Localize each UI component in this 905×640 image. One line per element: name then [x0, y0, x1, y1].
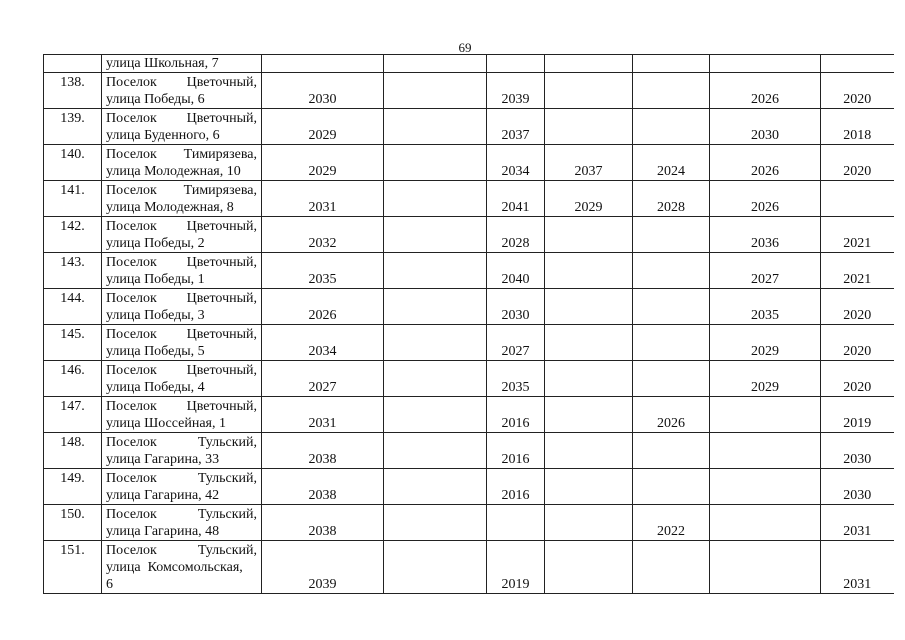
cell-year — [710, 397, 821, 433]
settlement-type: Поселок — [106, 471, 157, 486]
year-value: 2035 — [308, 272, 337, 287]
year-value: 2020 — [843, 164, 872, 179]
cell-year — [262, 109, 384, 145]
cell-year — [710, 217, 821, 253]
address-line-settlement — [106, 506, 257, 523]
address-line-street: улица Победы, 1 — [106, 272, 205, 287]
address-line-settlement — [106, 434, 257, 451]
settlement-type: Поселок — [106, 111, 157, 126]
cell-address — [102, 433, 262, 469]
cell-number: 141. — [44, 181, 102, 217]
cell-year — [633, 109, 710, 145]
cell-year — [710, 73, 821, 109]
cell-year — [821, 325, 894, 361]
cell-number: 142. — [44, 217, 102, 253]
year-value: 2030 — [843, 452, 872, 467]
year-value: 2028 — [657, 200, 685, 215]
cell-year — [710, 541, 821, 594]
year-value: 2027 — [308, 380, 337, 395]
year-value: 2019 — [501, 577, 530, 592]
year-value: 2018 — [843, 128, 872, 143]
year-value: 2038 — [308, 524, 337, 539]
cell-address — [102, 325, 262, 361]
cell-year — [545, 361, 633, 397]
cell-address — [102, 289, 262, 325]
year-value: 2029 — [751, 380, 779, 395]
cell-year — [262, 397, 384, 433]
cell-year — [384, 289, 487, 325]
cell-year — [262, 325, 384, 361]
cell-year — [633, 325, 710, 361]
cell-address — [102, 253, 262, 289]
cell-address — [102, 469, 262, 505]
cell-value — [821, 55, 894, 73]
year-value: 2027 — [751, 272, 779, 287]
cell-year — [487, 433, 545, 469]
settlement-type: Поселок — [106, 399, 157, 414]
cell-number: 149. — [44, 469, 102, 505]
address-line-street: улица Победы, 3 — [106, 308, 205, 323]
cell-year — [545, 253, 633, 289]
table-row — [44, 469, 894, 505]
cell-year — [821, 109, 894, 145]
cell-year — [545, 433, 633, 469]
cell-year — [710, 289, 821, 325]
year-value: 2034 — [501, 164, 530, 179]
year-value: 2029 — [751, 344, 779, 359]
settlement-name: Цветочный, — [186, 219, 257, 234]
cell-address — [102, 181, 262, 217]
cell-value — [545, 55, 633, 73]
year-value: 2038 — [308, 488, 337, 503]
address-line-settlement — [106, 74, 257, 91]
year-value: 2031 — [308, 200, 337, 215]
settlement-type: Поселок — [106, 183, 157, 198]
cell-year — [821, 253, 894, 289]
settlement-name: Цветочный, — [186, 363, 257, 378]
table-row — [44, 541, 894, 594]
year-value: 2019 — [843, 416, 872, 431]
cell-year — [262, 73, 384, 109]
cell-year — [487, 505, 545, 541]
cell-number: 146. — [44, 361, 102, 397]
cell-number: 138. — [44, 73, 102, 109]
address-line-street: улица Гагарина, 33 — [106, 452, 220, 467]
cell-year — [821, 217, 894, 253]
cell-year — [384, 145, 487, 181]
cell-year — [487, 397, 545, 433]
cell-year — [384, 361, 487, 397]
year-value: 2035 — [501, 380, 530, 395]
year-value: 2030 — [308, 92, 337, 107]
cell-year — [821, 73, 894, 109]
cell-year — [633, 217, 710, 253]
address-line-street: улица Победы, 2 — [106, 236, 205, 251]
cell-address — [102, 73, 262, 109]
cell-number: 151. — [44, 541, 102, 594]
year-value: 2016 — [501, 416, 530, 431]
address-line-settlement — [106, 218, 257, 235]
cell-year — [633, 469, 710, 505]
table-row — [44, 217, 894, 253]
year-value: 2029 — [574, 200, 603, 215]
settlement-type: Поселок — [106, 507, 157, 522]
cell-year — [262, 469, 384, 505]
cell-address — [102, 541, 262, 594]
year-value: 2021 — [843, 272, 872, 287]
cell-year — [384, 505, 487, 541]
address-line-settlement — [106, 254, 257, 271]
settlement-name: Тимирязева, — [183, 147, 257, 162]
year-value: 2039 — [308, 577, 337, 592]
document-table — [43, 54, 894, 594]
cell-year — [262, 433, 384, 469]
cell-year — [487, 145, 545, 181]
settlement-name: Тимирязева, — [183, 183, 257, 198]
cell-year — [545, 217, 633, 253]
cell-year — [710, 109, 821, 145]
table-row — [44, 433, 894, 469]
year-value: 2031 — [308, 416, 337, 431]
cell-year — [821, 289, 894, 325]
year-value: 2039 — [501, 92, 530, 107]
table-row — [44, 325, 894, 361]
settlement-name: Цветочный, — [186, 399, 257, 414]
settlement-name: Цветочный, — [186, 111, 257, 126]
cell-year — [821, 145, 894, 181]
cell-year — [633, 289, 710, 325]
cell-value — [487, 55, 545, 73]
year-value: 2021 — [843, 236, 872, 251]
cell-value — [710, 55, 821, 73]
year-value: 2028 — [501, 236, 530, 251]
cell-number: 143. — [44, 253, 102, 289]
address-line-settlement — [106, 362, 257, 379]
cell-year — [487, 469, 545, 505]
cell-year — [821, 181, 894, 217]
cell-year — [384, 469, 487, 505]
address-line-settlement — [106, 398, 257, 415]
cell-year — [487, 325, 545, 361]
table-row — [44, 73, 894, 109]
year-value: 2030 — [501, 308, 530, 323]
address-line-settlement — [106, 110, 257, 127]
year-value: 2035 — [751, 308, 779, 323]
cell-year — [633, 505, 710, 541]
settlement-name: Цветочный, — [186, 291, 257, 306]
year-value: 2020 — [843, 92, 872, 107]
address-line-settlement — [106, 326, 257, 343]
address-line-street: улица Молодежная, 10 — [106, 164, 241, 179]
cell-year — [821, 469, 894, 505]
year-value: 2020 — [843, 380, 872, 395]
settlement-type: Поселок — [106, 543, 157, 558]
cell-year — [633, 433, 710, 469]
settlement-name: Тульский, — [197, 471, 257, 486]
page-number: 69 — [458, 40, 472, 55]
settlement-type: Поселок — [106, 75, 157, 90]
address-line-settlement — [106, 470, 257, 487]
table-row — [44, 181, 894, 217]
address-line-settlement — [106, 146, 257, 163]
table-row — [44, 109, 894, 145]
cell-year — [545, 109, 633, 145]
year-value: 2032 — [308, 236, 337, 251]
cell-address — [102, 109, 262, 145]
year-value: 2029 — [308, 164, 337, 179]
cell-year — [710, 469, 821, 505]
cell-number: 150. — [44, 505, 102, 541]
year-value: 2026 — [751, 200, 779, 215]
settlement-name: Цветочный, — [186, 75, 257, 90]
cell-address — [102, 361, 262, 397]
cell-year — [710, 505, 821, 541]
cell-year — [384, 181, 487, 217]
year-value: 2030 — [843, 488, 872, 503]
cell-year — [384, 541, 487, 594]
cell-year — [262, 217, 384, 253]
year-value: 2024 — [657, 164, 685, 179]
year-value: 2029 — [308, 128, 337, 143]
table-row — [44, 145, 894, 181]
settlement-name: Цветочный, — [186, 327, 257, 342]
year-value: 2034 — [308, 344, 337, 359]
address-line-street: улица Победы, 5 — [106, 344, 205, 359]
cell-year — [633, 73, 710, 109]
table-row — [44, 505, 894, 541]
cell-number: 139. — [44, 109, 102, 145]
cell-year — [633, 361, 710, 397]
cell-year — [487, 361, 545, 397]
year-value: 2022 — [657, 524, 685, 539]
address-line-street: улица Шоссейная, 1 — [106, 416, 226, 431]
cell-number: 140. — [44, 145, 102, 181]
cell-year — [545, 289, 633, 325]
cell-number: 144. — [44, 289, 102, 325]
year-value: 2031 — [843, 577, 872, 592]
address-line-street: улица Комсомольская, — [106, 560, 243, 575]
address-line-street: улица Молодежная, 8 — [106, 200, 234, 215]
year-value: 2036 — [751, 236, 779, 251]
year-value: 2031 — [843, 524, 872, 539]
cell-year — [545, 397, 633, 433]
cell-year — [545, 181, 633, 217]
cell-number: 147. — [44, 397, 102, 433]
table-row-continuation — [44, 55, 894, 73]
cell-year — [384, 253, 487, 289]
cell-year — [384, 433, 487, 469]
table-row — [44, 253, 894, 289]
cell-year — [262, 289, 384, 325]
settlement-type: Поселок — [106, 327, 157, 342]
settlement-type: Поселок — [106, 291, 157, 306]
cell-year — [821, 541, 894, 594]
cell-year — [487, 73, 545, 109]
settlement-type: Поселок — [106, 435, 157, 450]
year-value: 2030 — [751, 128, 779, 143]
settlement-type: Поселок — [106, 219, 157, 234]
cell-year — [262, 361, 384, 397]
address-line-street: улица Буденного, 6 — [106, 128, 220, 143]
cell-value — [262, 55, 384, 73]
cell-year — [487, 181, 545, 217]
address-line-street: улица Победы, 6 — [106, 92, 205, 107]
cell-value — [633, 55, 710, 73]
cell-year — [262, 145, 384, 181]
settlement-type: Поселок — [106, 147, 157, 162]
address-line-street: улица Гагарина, 48 — [106, 524, 220, 539]
settlement-type: Поселок — [106, 255, 157, 270]
cell-year — [262, 541, 384, 594]
settlement-name: Цветочный, — [186, 255, 257, 270]
year-value: 2037 — [501, 128, 530, 143]
year-value: 2016 — [501, 452, 530, 467]
cell-year — [633, 145, 710, 181]
cell-year — [487, 253, 545, 289]
cell-year — [545, 541, 633, 594]
cell-address — [102, 505, 262, 541]
address-line-settlement — [106, 182, 257, 199]
cell-number: 145. — [44, 325, 102, 361]
year-value: 2026 — [308, 308, 337, 323]
settlement-name: Тульский, — [197, 507, 257, 522]
address-line-settlement — [106, 542, 257, 559]
cell-year — [821, 361, 894, 397]
year-value: 2027 — [501, 344, 530, 359]
cell-address — [102, 217, 262, 253]
cell-address — [102, 397, 262, 433]
cell-value — [384, 55, 487, 73]
cell-number: 148. — [44, 433, 102, 469]
table-row — [44, 289, 894, 325]
cell-year — [545, 73, 633, 109]
year-value: 2020 — [843, 344, 872, 359]
cell-year — [545, 505, 633, 541]
cell-number — [44, 55, 102, 73]
address-line-street: улица Победы, 4 — [106, 380, 205, 395]
table-row — [44, 397, 894, 433]
cell-year — [262, 505, 384, 541]
cell-year — [262, 253, 384, 289]
cell-address: улица Школьная, 7 — [102, 55, 262, 73]
cell-year — [487, 289, 545, 325]
year-value: 2037 — [574, 164, 603, 179]
settlement-name: Тульский, — [197, 435, 257, 450]
cell-year — [384, 397, 487, 433]
year-value: 2026 — [751, 164, 779, 179]
address-line-settlement — [106, 290, 257, 307]
cell-year — [487, 109, 545, 145]
address-line-street: улица Гагарина, 42 — [106, 488, 220, 503]
cell-year — [487, 217, 545, 253]
year-value: 2026 — [751, 92, 779, 107]
cell-year — [384, 109, 487, 145]
cell-year — [384, 217, 487, 253]
cell-year — [633, 397, 710, 433]
cell-year — [633, 253, 710, 289]
year-value: 2041 — [501, 200, 530, 215]
cell-year — [710, 181, 821, 217]
cell-year — [545, 145, 633, 181]
year-value: 2016 — [501, 488, 530, 503]
cell-year — [821, 397, 894, 433]
cell-year — [710, 145, 821, 181]
year-value: 2026 — [657, 416, 685, 431]
cell-year — [545, 325, 633, 361]
settlement-type: Поселок — [106, 363, 157, 378]
cell-year — [821, 433, 894, 469]
cell-year — [710, 325, 821, 361]
table-row — [44, 361, 894, 397]
address-line-house: 6 — [106, 577, 113, 592]
cell-year — [710, 253, 821, 289]
cell-year — [262, 181, 384, 217]
cell-year — [710, 361, 821, 397]
cell-year — [384, 73, 487, 109]
cell-address — [102, 145, 262, 181]
cell-year — [821, 505, 894, 541]
year-value: 2020 — [843, 308, 872, 323]
cell-year — [487, 541, 545, 594]
cell-year — [633, 181, 710, 217]
year-value: 2040 — [501, 272, 530, 287]
cell-year — [545, 469, 633, 505]
cell-year — [633, 541, 710, 594]
settlement-name: Тульский, — [197, 543, 257, 558]
cell-year — [384, 325, 487, 361]
cell-year — [710, 433, 821, 469]
year-value: 2038 — [308, 452, 337, 467]
